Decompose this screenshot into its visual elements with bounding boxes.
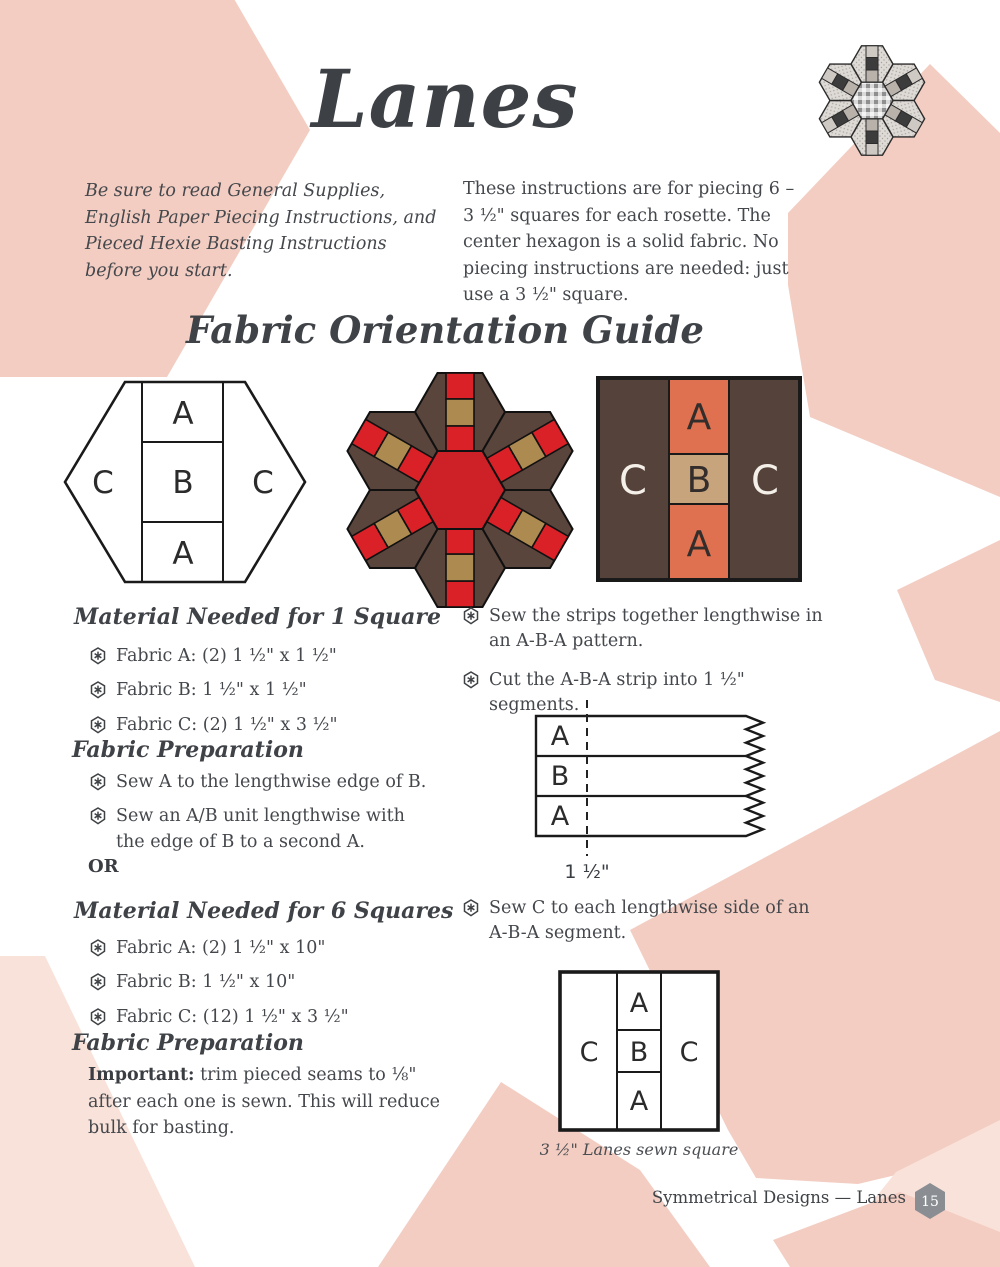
list-item-text: Fabric C: (12) 1 ½" x 3 ½" [116, 1006, 349, 1027]
rosette-icon [818, 44, 926, 156]
list-item-text: Sew A to the lengthwise edge of B. [116, 772, 427, 792]
label-b: B [550, 761, 570, 792]
label-a: A [629, 988, 649, 1019]
running-footer: Symmetrical Designs — Lanes [651, 1188, 906, 1207]
measurement-label: 1 ½" [564, 861, 610, 883]
label-b: B [629, 1037, 649, 1068]
list-item-text: Fabric A: (2) 1 ½" x 10" [116, 938, 326, 958]
label-a: A [172, 536, 194, 572]
list-item [463, 604, 825, 655]
label-a: A [629, 1086, 649, 1117]
label-b: B [172, 465, 194, 501]
important-text: trim pieced seams to ⅛" after each one is sewn. This will reduce bulk for basting. [88, 1065, 440, 1139]
list-item [90, 644, 450, 669]
important-label: Important: [88, 1065, 195, 1085]
label-b: B [686, 460, 712, 501]
hexagon-asterisk-icon [90, 1008, 106, 1026]
diagram-caption: 3 ½" Lanes sewn square [539, 1140, 739, 1159]
material-1-list [90, 644, 450, 738]
list-item-text: Fabric B: 1 ½" x 1 ½" [116, 680, 307, 701]
hexagon-asterisk-icon [463, 607, 479, 625]
page-number: 15 [921, 1194, 939, 1210]
label-c: C [751, 458, 779, 504]
list-item-text: Cut the A-B-A strip into 1 ½" segments. [489, 669, 745, 716]
label-a: A [550, 721, 570, 752]
square-orientation-diagram [596, 376, 802, 582]
label-a: A [550, 801, 570, 832]
list-item [463, 896, 825, 947]
list-item [90, 678, 450, 703]
list-item-text: Sew an A/B unit lengthwise with the edge of B to a second A. [116, 806, 405, 852]
heading-material-6-squares: Material Needed for 6 Squares [74, 898, 454, 924]
hexagon-asterisk-icon [90, 773, 106, 791]
intro-note: Be sure to read General Supplies, English Paper Piecing Instructions, and Pieced Hexie Basting Instructions before you start. [85, 181, 437, 281]
hexagon-asterisk-icon [463, 899, 479, 917]
list-item-text: Sew C to each lengthwise side of an A-B-A segment. [489, 898, 810, 944]
hexagon-asterisk-icon [90, 939, 106, 957]
list-item-text: Sew the strips together lengthwise in an A-B-A pattern. [489, 606, 823, 652]
sewn-square-diagram [558, 970, 720, 1132]
section-heading-fabric-orientation-guide: Fabric Orientation Guide [186, 308, 704, 352]
rosette-diagram [342, 366, 578, 614]
heading-fabric-preparation-6: Fabric Preparation [72, 1030, 304, 1056]
list-item [90, 770, 435, 795]
heading-fabric-preparation-1: Fabric Preparation [72, 737, 304, 763]
label-a: A [172, 396, 194, 432]
hexagon-asterisk-icon [463, 671, 479, 689]
sew-c-step [463, 896, 825, 947]
label-c: C [579, 1037, 599, 1068]
hexagon-asterisk-icon [90, 681, 106, 699]
page-number-badge [913, 1182, 947, 1220]
hexagon-asterisk-icon [90, 807, 106, 825]
list-item [90, 713, 450, 738]
or-label: OR [88, 856, 119, 877]
label-c: C [679, 1037, 699, 1068]
label-c: C [619, 458, 647, 504]
hexagon-piecing-diagram [62, 376, 308, 588]
page-title: Lanes [311, 52, 579, 146]
strip-cutting-diagram [526, 698, 784, 884]
label-a: A [686, 397, 712, 438]
intro-instructions: These instructions are for piecing 6 – 3 ½" squares for each rosette. The center hexagon is a solid fabric. No piecing instructions are needed: just use a 3 ½" square. [463, 179, 795, 306]
hexagon-asterisk-icon [90, 716, 106, 734]
list-item [90, 970, 450, 995]
material-6-list [90, 936, 450, 1030]
important-note [88, 1062, 440, 1142]
heading-material-1-square: Material Needed for 1 Square [74, 604, 441, 630]
list-item-text: Fabric A: (2) 1 ½" x 1 ½" [116, 646, 337, 666]
list-item [90, 936, 450, 961]
label-c: C [92, 465, 114, 501]
label-c: C [252, 465, 274, 501]
label-a: A [686, 524, 712, 565]
list-item-text: Fabric C: (2) 1 ½" x 3 ½" [116, 714, 338, 735]
hexagon-asterisk-icon [90, 973, 106, 991]
preparation-1-list [90, 770, 435, 855]
list-item-text: Fabric B: 1 ½" x 10" [116, 972, 296, 993]
list-item [90, 1005, 450, 1030]
hexagon-asterisk-icon [90, 647, 106, 665]
list-item [90, 804, 435, 855]
